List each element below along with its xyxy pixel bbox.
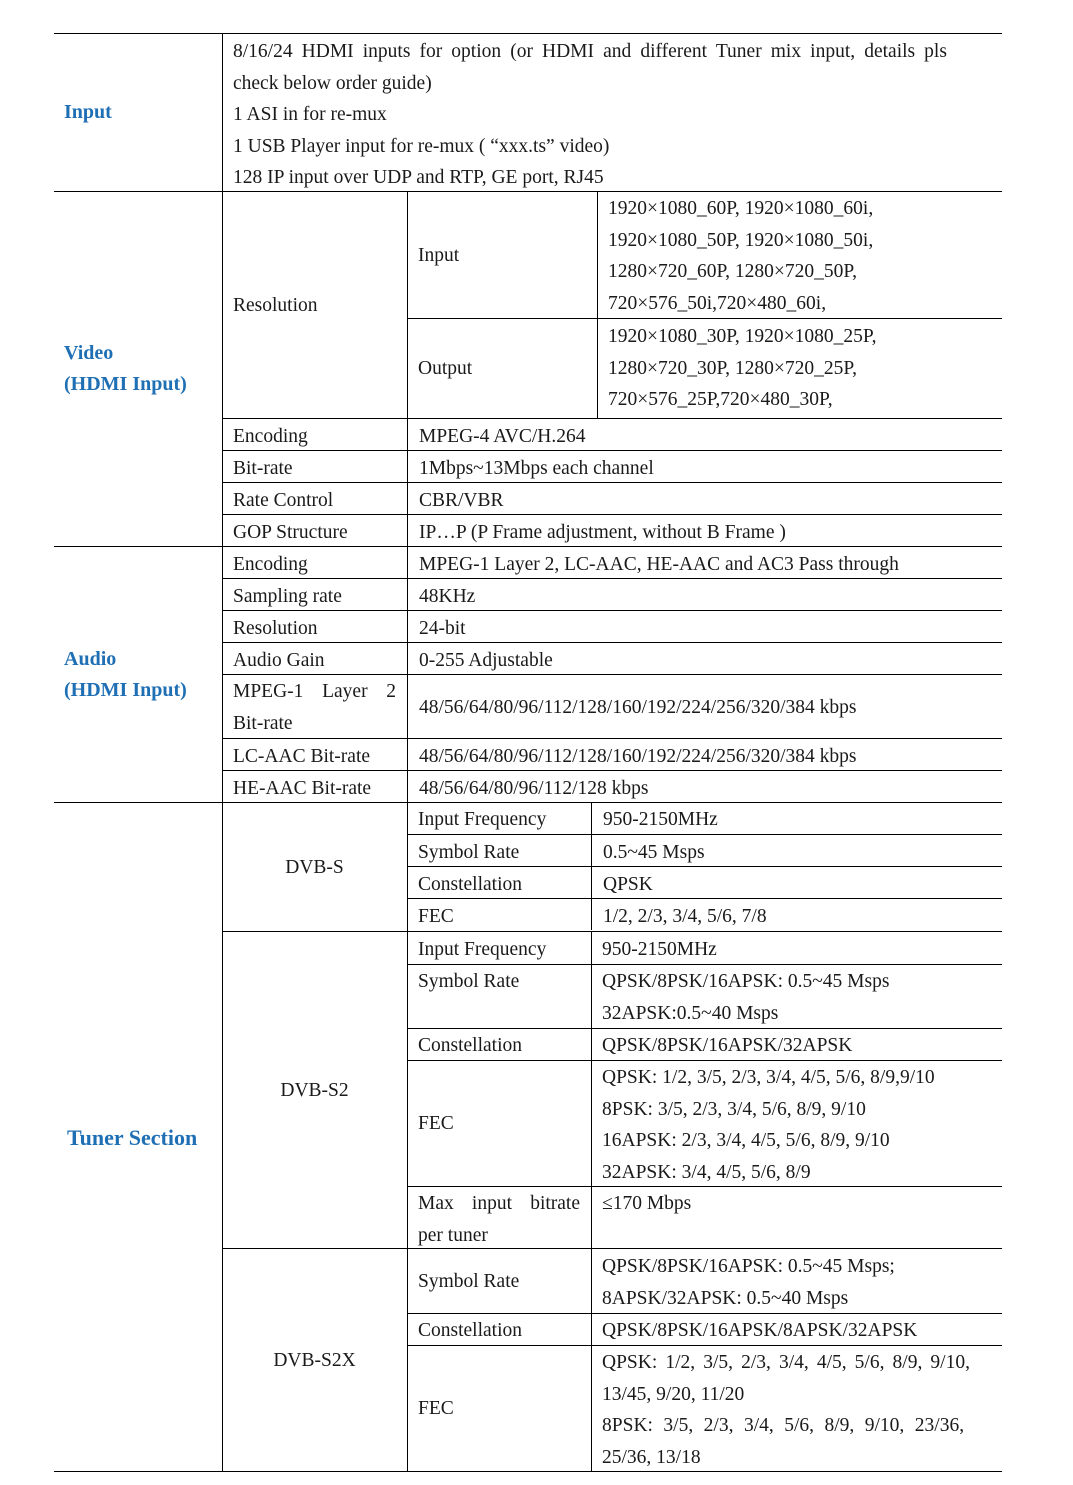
input-line-1-text: 8/16/24 HDMI inputs for option (or HDMI and different Tuner mix input, details pls [233, 41, 947, 62]
dvbs2x-sr-value: 8APSK/32APSK: 0.5~40 Msps [602, 1287, 849, 1309]
audio-mpeg-label-word: MPEG-1 [233, 681, 304, 702]
resolution-input-value: 720×576_50i,720×480_60i, [608, 292, 827, 314]
dvbs2-max-label-word: input [471, 1193, 513, 1214]
section-input [54, 33, 222, 191]
audio-he-label-text: HE-AAC Bit-rate [233, 778, 372, 799]
resolution-input-label-text: Input [418, 244, 460, 266]
audio-lc-value [407, 739, 1002, 770]
dvbs-value: 1/2, 2/3, 3/4, 5/6, 7/8 [591, 899, 1002, 930]
dvbs-name-text: DVB-S [285, 856, 344, 878]
dvbs2x-block [222, 1248, 1002, 1471]
dvbs2x-fec-value-text: QPSK: 1/2, 3/5, 2/3, 3/4, 4/5, 5/6, 8/9, 9/10, [602, 1352, 970, 1373]
dvbs2-fec-value: 8PSK: 3/5, 2/3, 3/4, 5/6, 8/9, 9/10 [602, 1098, 866, 1120]
audio-label: Resolution [233, 618, 318, 639]
video-label: Encoding [233, 426, 308, 447]
input-line-5: 128 IP input over UDP and RTP, GE port, RJ45 [233, 167, 604, 188]
audio-he-label [222, 771, 407, 802]
dvbs2-name [222, 932, 407, 1248]
resolution-input-values [597, 192, 1002, 318]
video-value: 1Mbps~13Mbps each channel [407, 451, 1002, 482]
dvbs2-sr-value: QPSK/8PSK/16APSK: 0.5~45 Msps [602, 971, 890, 992]
dvbs2-block [222, 931, 1002, 1248]
resolution-output-value: 720×576_25P,720×480_30P, [608, 389, 833, 410]
dvbs-value: QPSK [591, 867, 1002, 898]
dvbs-value: 950-2150MHz [591, 802, 1002, 834]
dvbs2-max-label-word: bitrate [530, 1193, 580, 1214]
audio-mpeg-value-text: 48/56/64/80/96/112/128/160/192/224/256/320/384 kbps [419, 697, 857, 719]
section-audio-label [54, 644, 187, 706]
resolution-input-label [407, 192, 597, 318]
dvbs2-fec-value: 32APSK: 3/4, 4/5, 5/6, 8/9 [602, 1161, 811, 1183]
dvbs2-max-label-line2: per tuner [418, 1224, 488, 1246]
dvbs2-name-text: DVB-S2 [280, 1079, 349, 1101]
dvbs2x-fec-values [591, 1345, 1002, 1471]
dvbs-label: FEC [418, 906, 454, 927]
dvbs2-const-label-text: Constellation [418, 1035, 522, 1056]
section-audio-subtitle: (HDMI Input) [64, 678, 187, 701]
dvbs-row [407, 834, 1002, 866]
resolution-output-label [407, 318, 597, 418]
resolution-label [222, 192, 407, 418]
dvbs2x-const-label [407, 1313, 591, 1345]
dvbs2-const-value-text: QPSK/8PSK/16APSK/32APSK [602, 1035, 853, 1056]
section-video-subtitle: (HDMI Input) [64, 373, 187, 395]
section-video-title: Video [64, 342, 114, 364]
audio-value: 48KHz [407, 579, 1002, 610]
dvbs2x-name-text: DVB-S2X [273, 1349, 356, 1371]
dvbs2-freq-value-text: 950-2150MHz [602, 939, 717, 960]
audio-mpeg-label-word: Layer [322, 681, 368, 702]
section-tuner-label: Tuner Section [67, 1124, 198, 1150]
resolution-block [222, 191, 1002, 418]
resolution-input-value: 1280×720_60P, 1280×720_50P, [608, 261, 857, 282]
dvbs2x-sr-label [407, 1249, 591, 1313]
dvbs2-sr-label-text: Symbol Rate [418, 971, 520, 992]
dvbs2-fec-label [407, 1060, 591, 1186]
dvbs2-sr-values [591, 964, 1002, 1028]
dvbs-name [222, 803, 407, 931]
audio-label: Audio Gain [233, 650, 325, 671]
audio-mpeg-label-word: 2 [386, 681, 396, 702]
dvbs2-freq-label-text: Input Frequency [418, 939, 547, 960]
audio-row [222, 610, 1002, 642]
audio-lc-label [222, 739, 407, 770]
section-video [54, 191, 222, 546]
dvbs2-sr-label [407, 964, 591, 1028]
dvbs2x-fec-value: 25/36, 13/18 [602, 1446, 701, 1468]
audio-value: 0-255 Adjustable [407, 643, 1002, 674]
dvbs2-max-value [591, 1186, 1002, 1248]
resolution-output-label-text: Output [418, 357, 473, 379]
audio-mpeg-value [407, 675, 1002, 739]
dvbs2x-name [222, 1249, 407, 1471]
video-label: GOP Structure [233, 522, 348, 543]
input-line-2: check below order guide) [233, 72, 432, 94]
section-input-label: Input [64, 101, 112, 123]
video-row [222, 482, 1002, 514]
dvbs-label: Symbol Rate [418, 842, 520, 863]
section-video-label [54, 338, 187, 400]
dvbs2-max-label [407, 1186, 591, 1248]
audio-he-value [407, 771, 1002, 802]
input-line-1 [233, 36, 991, 68]
dvbs2-fec-label-text: FEC [418, 1112, 454, 1134]
dvbs2x-fec-value [602, 1347, 991, 1379]
dvbs2-freq-value [591, 932, 1002, 964]
dvbs-row [407, 802, 1002, 834]
resolution-output-value: 1280×720_30P, 1280×720_25P, [608, 357, 857, 379]
dvbs2x-const-value-text: QPSK/8PSK/16APSK/8APSK/32APSK [602, 1320, 918, 1341]
video-row [222, 418, 1002, 450]
video-value: IP…P (P Frame adjustment, without B Frame ) [407, 515, 1002, 546]
dvbs2-fec-value: QPSK: 1/2, 3/5, 2/3, 3/4, 4/5, 5/6, 8/9,9/10 [602, 1067, 935, 1088]
input-description [222, 33, 1002, 191]
dvbs2x-const-label-text: Constellation [418, 1320, 522, 1341]
dvbs-row [407, 898, 1002, 930]
resolution-input-value: 1920×1080_50P, 1920×1080_50i, [608, 229, 874, 251]
dvbs2-const-label [407, 1028, 591, 1060]
dvbs2x-fec-label [407, 1345, 591, 1471]
video-label: Rate Control [233, 490, 334, 511]
dvbs-label: Constellation [418, 874, 522, 895]
audio-he-value-text: 48/56/64/80/96/112/128 kbps [419, 778, 649, 799]
section-audio [54, 546, 222, 802]
audio-mpeg-row [222, 674, 1002, 738]
dvbs2x-const-value [591, 1313, 1002, 1345]
dvbs2-max-value-text: ≤170 Mbps [602, 1193, 692, 1214]
audio-he-row [222, 770, 1002, 802]
section-tuner [54, 802, 222, 1471]
resolution-output-values [597, 318, 1002, 418]
dvbs2-max-label-line1 [418, 1188, 580, 1220]
resolution-input-value: 1920×1080_60P, 1920×1080_60i, [608, 198, 874, 219]
audio-row [222, 578, 1002, 610]
dvbs2-freq-label [407, 932, 591, 964]
audio-label: Encoding [233, 554, 308, 575]
dvbs-value: 0.5~45 Msps [591, 835, 1002, 866]
dvbs2x-sr-value: QPSK/8PSK/16APSK: 0.5~45 Msps; [602, 1256, 895, 1277]
dvbs2-fec-value: 16APSK: 2/3, 3/4, 4/5, 5/6, 8/9, 9/10 [602, 1130, 890, 1151]
dvbs2-max-label-word: Max [418, 1193, 454, 1214]
input-line-3: 1 ASI in for re-mux [233, 104, 387, 125]
dvbs-block [222, 802, 1002, 931]
video-label: Bit-rate [233, 458, 293, 479]
audio-mpeg-label-line2: Bit-rate [233, 712, 293, 734]
audio-mpeg-label-line1 [233, 676, 396, 708]
dvbs2x-sr-label-text: Symbol Rate [418, 1270, 520, 1292]
audio-lc-row [222, 738, 1002, 770]
video-row [222, 514, 1002, 546]
audio-row [222, 642, 1002, 674]
input-line-4: 1 USB Player input for re-mux ( “xxx.ts” video) [233, 135, 610, 157]
video-value: MPEG-4 AVC/H.264 [407, 419, 1002, 450]
dvbs-row [407, 866, 1002, 898]
audio-label: Sampling rate [233, 586, 342, 607]
dvbs2x-fec-value: 13/45, 9/20, 11/20 [602, 1383, 745, 1405]
audio-row [222, 546, 1002, 578]
audio-lc-label-text: LC-AAC Bit-rate [233, 746, 371, 767]
video-row [222, 450, 1002, 482]
resolution-output-value: 1920×1080_30P, 1920×1080_25P, [608, 326, 877, 347]
audio-value: 24-bit [407, 611, 1002, 642]
resolution-label-text: Resolution [233, 294, 318, 316]
table-bottom-rule [54, 1471, 1002, 1472]
dvbs2-fec-values [591, 1060, 1002, 1186]
dvbs2x-fec-value-text: 8PSK: 3/5, 2/3, 3/4, 5/6, 8/9, 9/10, 23/36, [602, 1415, 965, 1436]
dvbs2-sr-value: 32APSK:0.5~40 Msps [602, 1002, 779, 1024]
dvbs2x-fec-value [602, 1410, 991, 1442]
audio-lc-value-text: 48/56/64/80/96/112/128/160/192/224/256/320/384 kbps [419, 746, 857, 767]
dvbs2-const-value [591, 1028, 1002, 1060]
audio-mpeg-label [222, 675, 407, 739]
dvbs2x-sr-values [591, 1249, 1002, 1313]
dvbs2x-fec-label-text: FEC [418, 1397, 454, 1419]
dvbs-label: Input Frequency [418, 809, 547, 830]
audio-value: MPEG-1 Layer 2, LC-AAC, HE-AAC and AC3 Pass through [407, 547, 1002, 578]
video-value: CBR/VBR [407, 483, 1002, 514]
section-audio-title: Audio [64, 647, 117, 670]
